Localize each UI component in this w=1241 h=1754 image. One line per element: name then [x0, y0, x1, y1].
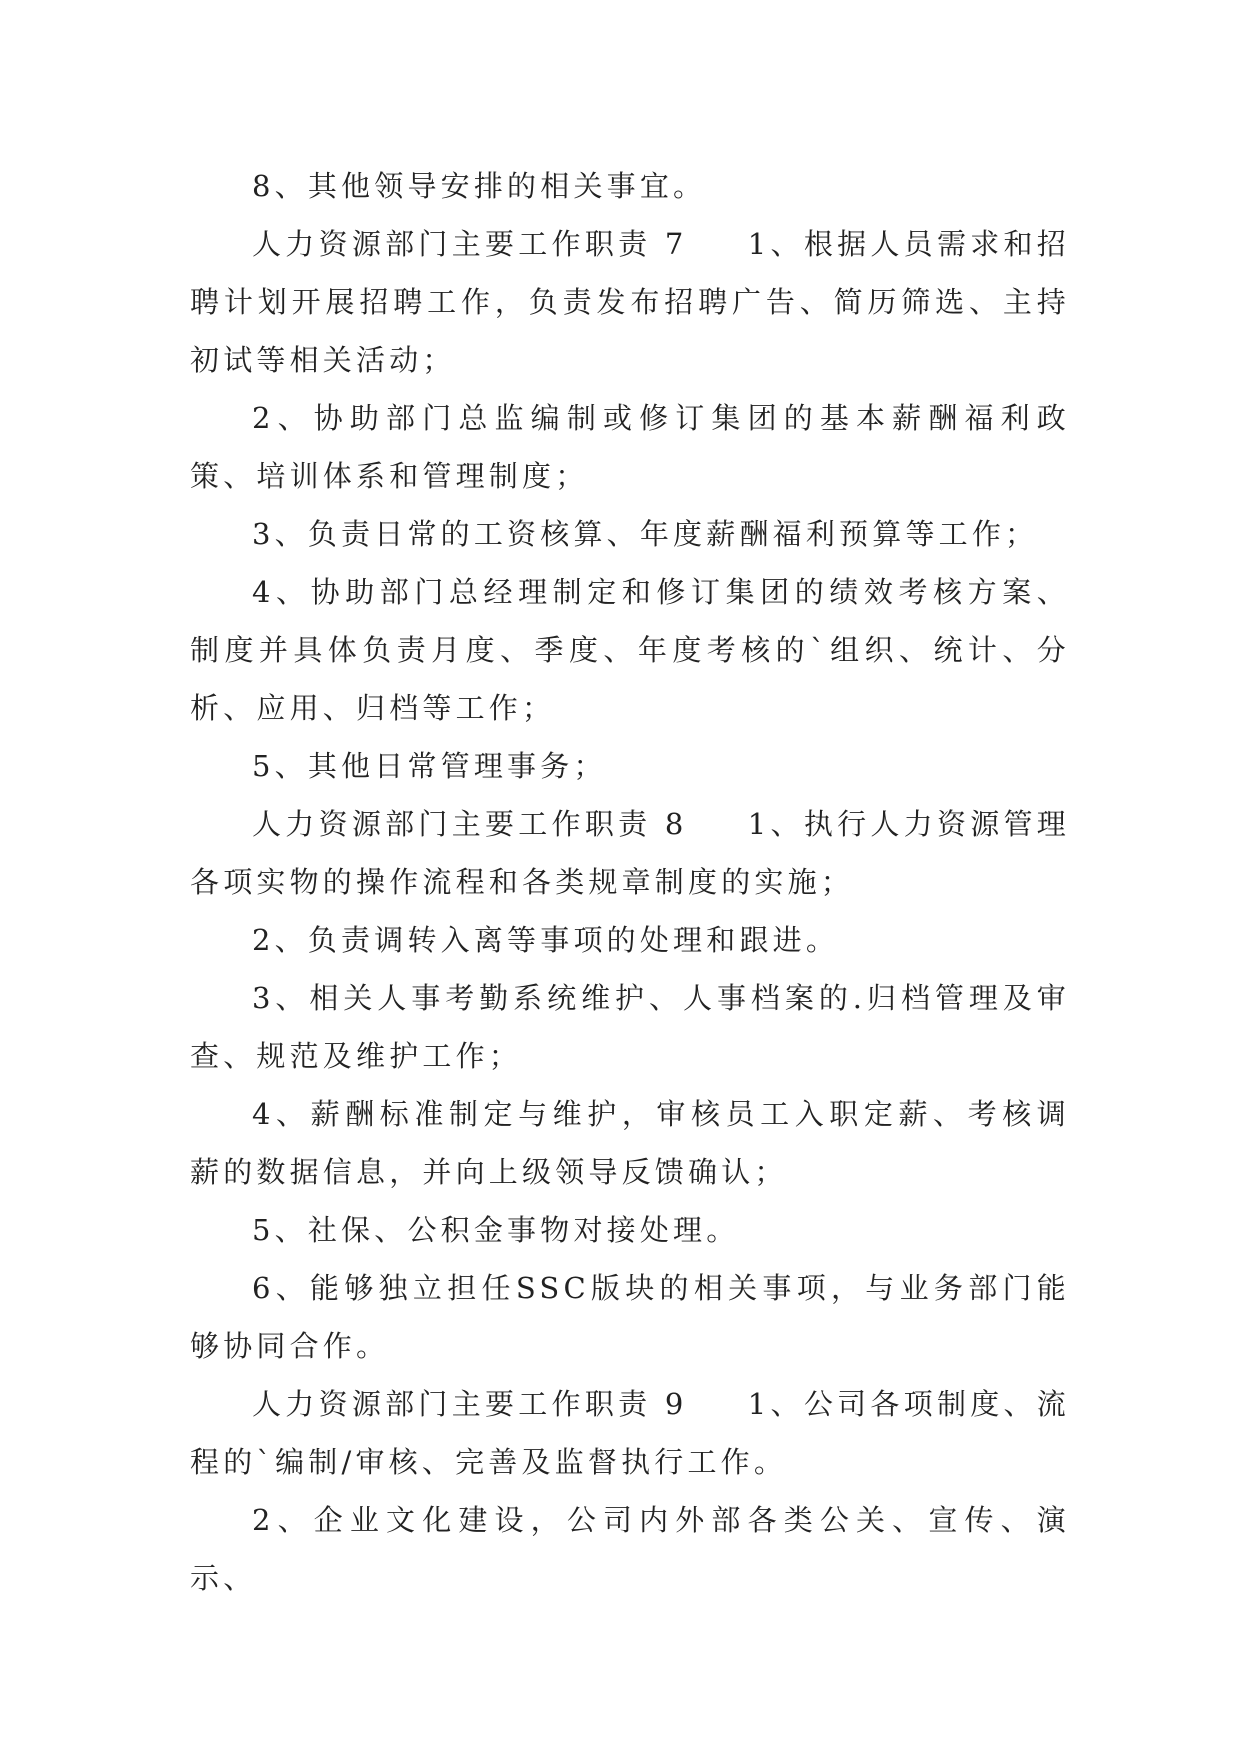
paragraph: 4、协助部门总经理制定和修订集团的绩效考核方案、制度并具体负责月度、季度、年度考核的`组织、统计、分析、应用、归档等工作；: [190, 575, 1070, 725]
paragraph: 3、相关人事考勤系统维护、人事档案的.归档管理及审查、规范及维护工作；: [190, 981, 1070, 1073]
paragraph: 2、协助部门总监编制或修订集团的基本薪酬福利政策、培训体系和管理制度；: [190, 401, 1070, 493]
paragraph: 人力资源部门主要工作职责 8 1、执行人力资源管理各项实物的操作流程和各类规章制度的实施；: [190, 807, 1070, 899]
paragraph: 8、其他领导安排的相关事宜。: [252, 169, 707, 203]
paragraph: 2、负责调转入离等事项的处理和跟进。: [252, 923, 840, 957]
paragraph: 人力资源部门主要工作职责 9 1、公司各项制度、流程的`编制/审核、完善及监督执行工作。: [190, 1387, 1070, 1479]
paragraph: 3、负责日常的工资核算、年度薪酬福利预算等工作；: [252, 517, 1039, 551]
paragraph: 5、其他日常管理事务；: [252, 749, 607, 783]
paragraph: 6、能够独立担任SSC版块的相关事项，与业务部门能够协同合作。: [190, 1271, 1070, 1363]
paragraph: 5、社保、公积金事物对接处理。: [252, 1213, 740, 1247]
paragraph: 2、企业文化建设，公司内外部各类公关、宣传、演示、: [190, 1503, 1070, 1595]
paragraph: 4、薪酬标准制定与维护，审核员工入职定薪、考核调薪的数据信息，并向上级领导反馈确认；: [190, 1097, 1070, 1189]
paragraph: 人力资源部门主要工作职责 7 1、根据人员需求和招聘计划开展招聘工作，负责发布招聘广告、简历筛选、主持初试等相关活动；: [190, 227, 1070, 377]
document-body: [190, 157, 1070, 1607]
